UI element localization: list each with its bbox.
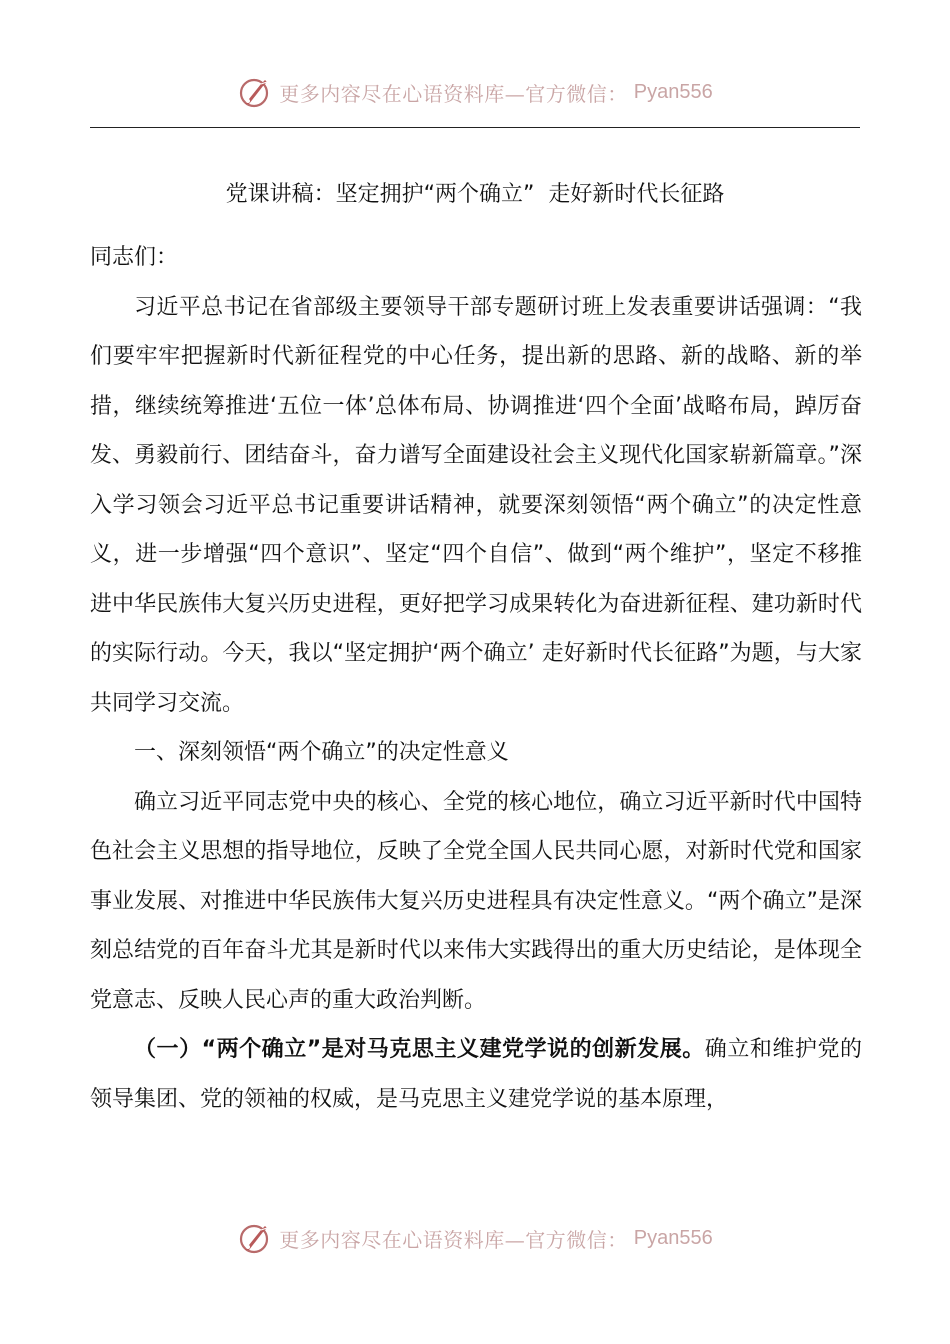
section-heading: 一、深刻领悟“两个确立”的决定性意义: [134, 740, 509, 765]
subsection-paragraph: [90, 1025, 862, 1124]
subsection-text: 确立和维护党的领导集团、党的领袖的权威，是马克思主义建党学说的基本原理，: [90, 1037, 862, 1112]
watermark-text: 更多内容尽在心语资料库—官方微信：: [279, 1227, 628, 1252]
salutation: 同志们：: [90, 245, 179, 270]
document-body: [90, 233, 862, 1124]
header-divider: [90, 127, 860, 128]
intro-paragraph: 习近平总书记在省部级主要领导干部专题研讨班上发表重要讲话强调：“我们要牢牢把握新时代新征程党的中心任务，提出新的思路、新的战略、新的举措，继续统筹推进‘五位一体’总体布局、协调推进‘四个全面’战略布局，踔厉奋发、勇毅前行、团结奋斗，奋力谱写全面建设社会主义现代化国家崭新篇章。”深入学习领会习近平总书记重要讲话精神，就要深刻领悟“两个确立”的决定性意义，进一步增强“四个意识”、坚定“四个自信”、做到“两个维护”，坚定不移推进中华民族伟大复兴历史进程，更好把学习成果转化为奋进新征程、建功新时代的实际行动。今天，我以“坚定拥护‘两个确立’ 走好新时代长征路”为题，与大家共同学习交流。: [90, 294, 862, 716]
subsection-lead: （一）“两个确立”是对马克思主义建党学说的创新发展。: [134, 1037, 705, 1062]
watermark-wechat-id: Pyan556: [633, 1226, 713, 1249]
watermark-text: 更多内容尽在心语资料库—官方微信：: [279, 81, 628, 106]
section-paragraph: 确立习近平同志党中央的核心、全党的核心地位，确立习近平新时代中国特色社会主义思想的指导地位，反映了全党全国人民共同心愿，对新时代党和国家事业发展、对推进中华民族伟大复兴历史进程具有决定性意义。“两个确立”是深刻总结党的百年奋斗尤其是新时代以来伟大实践得出的重大历史结论，是体现全党意志、反映人民心声的重大政治判断。: [90, 789, 862, 1013]
fountain-pen-logo-icon: [237, 74, 273, 110]
footer-watermark: [0, 1216, 950, 1260]
fountain-pen-logo-icon: [237, 1220, 273, 1256]
header-watermark: [0, 70, 950, 114]
watermark-wechat-id: Pyan556: [633, 80, 713, 103]
document-title: 党课讲稿：坚定拥护“两个确立” 走好新时代长征路: [225, 182, 725, 207]
